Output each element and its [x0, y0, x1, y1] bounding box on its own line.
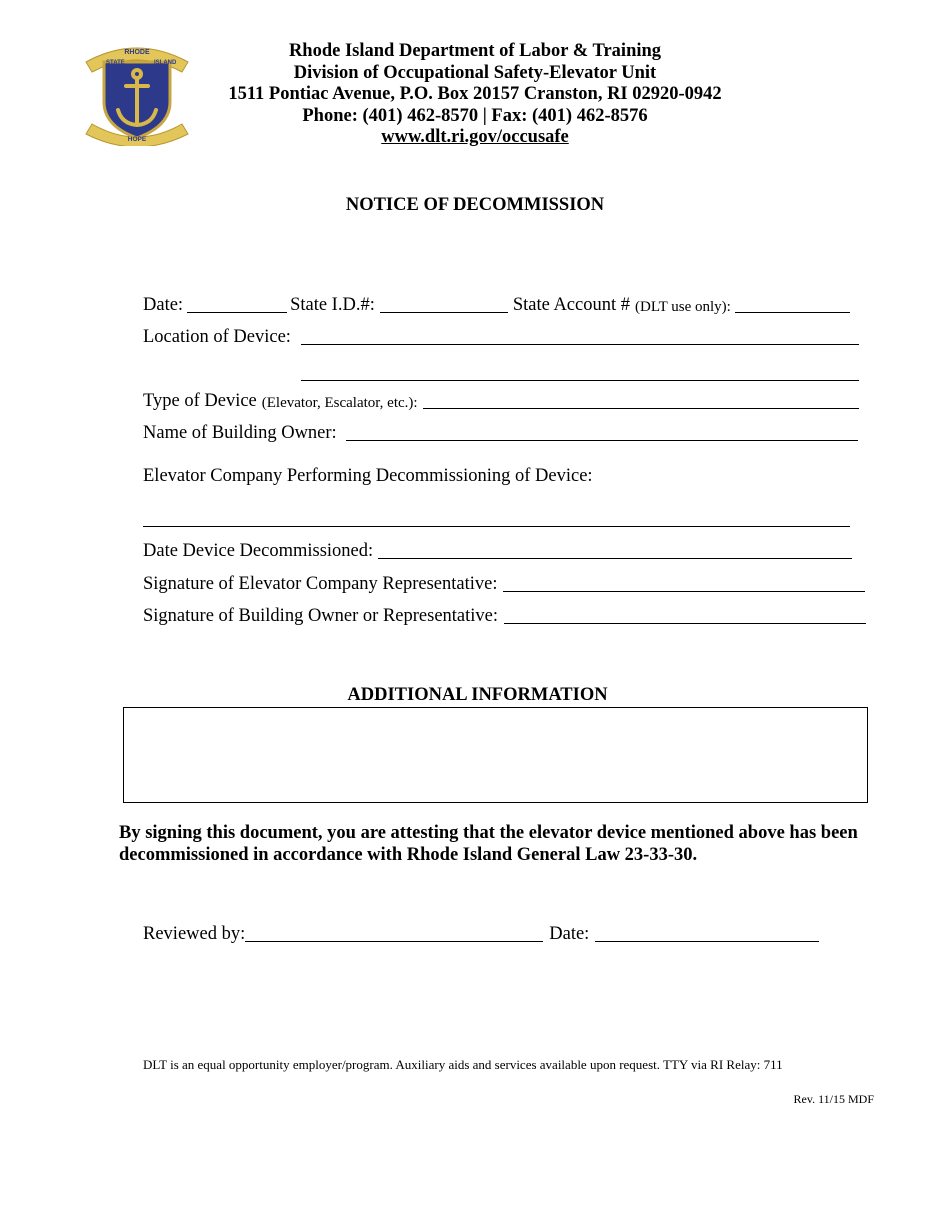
owner-signature-row	[143, 605, 866, 627]
date-label: Date:	[143, 295, 184, 315]
identification-row	[143, 294, 850, 316]
svg-text:HOPE: HOPE	[127, 136, 147, 143]
location-field-2[interactable]	[301, 364, 859, 381]
website-link[interactable]: www.dlt.ri.gov/occusafe	[381, 127, 569, 147]
state-id-label: State I.D.#:	[290, 295, 375, 315]
equal-opportunity-notice: DLT is an equal opportunity employer/program. Auxiliary aids and services available upon request. TTY via RI Relay: 711	[143, 1057, 783, 1072]
svg-text:RHODE: RHODE	[124, 49, 150, 56]
review-date-field[interactable]	[595, 925, 819, 942]
additional-info-box[interactable]	[123, 707, 868, 803]
location-field[interactable]	[301, 328, 859, 345]
review-row	[143, 923, 819, 945]
revision-label: Rev. 11/15 MDF	[793, 1092, 874, 1106]
company-row	[143, 465, 593, 487]
owner-signature-label: Signature of Building Owner or Representative:	[143, 606, 499, 626]
date-decommissioned-row	[143, 540, 852, 562]
company-field[interactable]	[143, 510, 850, 527]
date-decommissioned-label: Date Device Decommissioned:	[143, 541, 374, 561]
svg-text:STATE: STATE	[106, 60, 125, 66]
company-label: Elevator Company Performing Decommissioning of Device:	[143, 466, 593, 486]
department-name: Rhode Island Department of Labor & Training	[288, 41, 662, 61]
state-account-label: State Account #	[512, 295, 630, 315]
device-type-label: Type of Device	[143, 391, 257, 411]
contact-numbers: Phone: (401) 462-8570 | Fax: (401) 462-8576	[302, 105, 648, 126]
state-account-note: (DLT use only):	[635, 299, 731, 315]
owner-signature-field[interactable]	[504, 607, 866, 624]
device-type-field[interactable]	[423, 392, 859, 409]
company-signature-label: Signature of Elevator Company Representative:	[143, 574, 498, 594]
division-name: Division of Occupational Safety-Elevator Unit	[293, 62, 657, 83]
company-signature-field[interactable]	[503, 575, 865, 592]
state-account-field[interactable]	[735, 296, 850, 313]
owner-row	[143, 422, 858, 444]
company-line-row	[143, 508, 850, 530]
state-id-field[interactable]	[380, 296, 508, 313]
form-title: NOTICE OF DECOMMISSION	[345, 195, 605, 215]
svg-text:ISLAND: ISLAND	[154, 60, 177, 66]
company-signature-row	[143, 573, 865, 595]
reviewed-by-label: Reviewed by:	[143, 924, 246, 944]
attestation-statement: By signing this document, you are attesting that the elevator device mentioned above has been decommissioned in accordance with Rhode Island General Law 23-33-30.	[119, 823, 858, 865]
location-row	[143, 326, 859, 348]
review-date-label: Date:	[549, 924, 590, 944]
additional-info-title: ADDITIONAL INFORMATION	[347, 685, 608, 705]
location-label: Location of Device:	[143, 327, 291, 347]
owner-field[interactable]	[346, 424, 858, 441]
owner-label: Name of Building Owner:	[143, 423, 337, 443]
device-type-note: (Elevator, Escalator, etc.):	[261, 395, 418, 411]
letterhead	[0, 41, 950, 149]
date-field[interactable]	[187, 296, 287, 313]
location-row-2	[301, 362, 859, 384]
date-decommissioned-field[interactable]	[378, 542, 852, 559]
device-type-row	[143, 390, 859, 412]
reviewed-by-field[interactable]	[245, 925, 543, 942]
address: 1511 Pontiac Avenue, P.O. Box 20157 Cranston, RI 02920-0942	[228, 84, 722, 104]
